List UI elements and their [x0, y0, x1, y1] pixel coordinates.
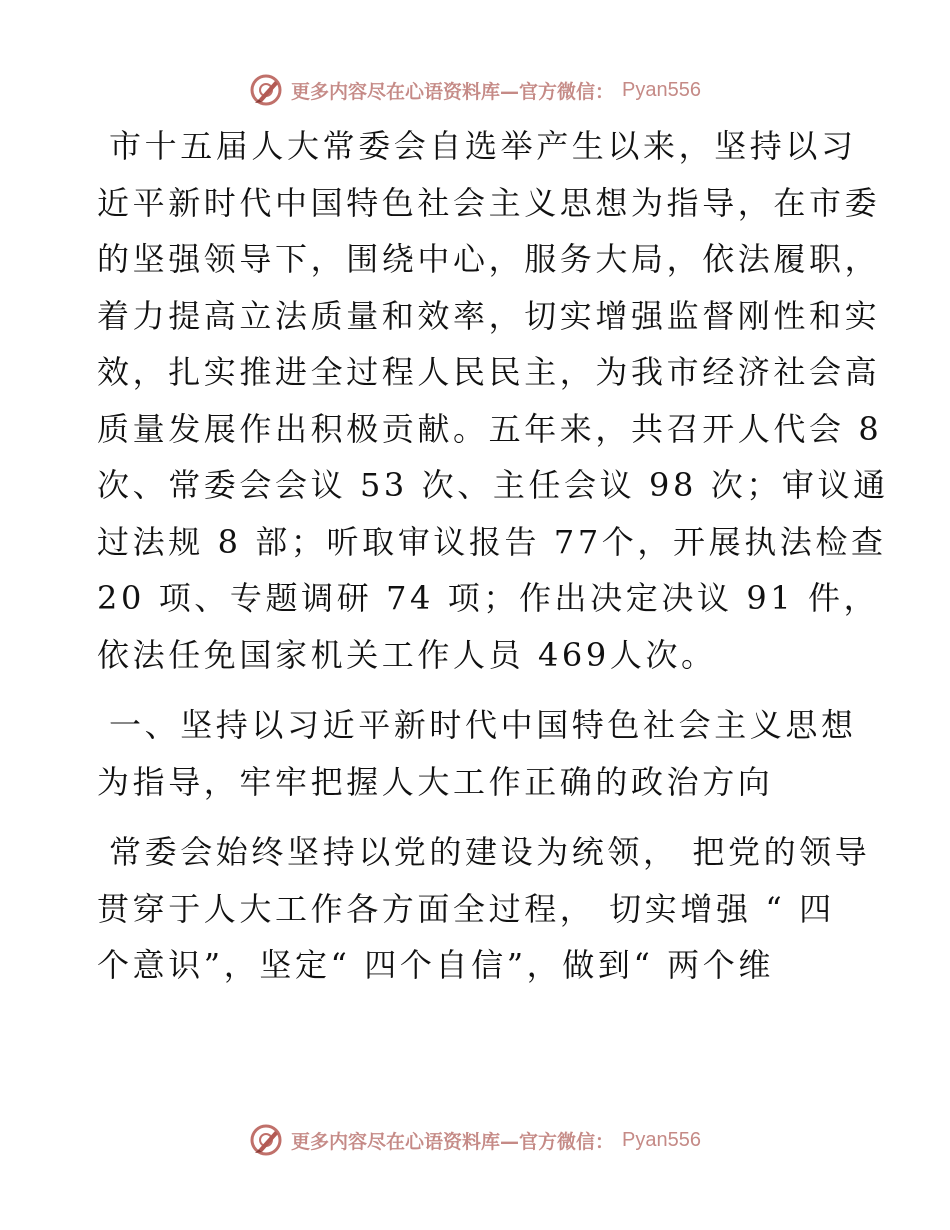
watermark-text: 更多内容尽在心语资料库—官方微信： [291, 1130, 615, 1153]
document-body [97, 118, 889, 994]
section-heading [97, 697, 857, 810]
text-line: 常委会始终坚持以党的建设为统领， 把党的领导 [109, 833, 871, 871]
text-line: 质量发展作出积极贡献。五年来，共召开人代会 8 [97, 409, 883, 448]
pen-logo-icon [249, 1123, 283, 1157]
text-line: 个意识”，坚定“ 四个自信”，做到“ 两个维 [97, 946, 774, 984]
text-line: 近平新时代中国特色社会主义思想为指导，在市委 [97, 183, 881, 222]
paragraph [97, 118, 889, 683]
text-line: 依法任免国家机关工作人员 469人次。 [97, 635, 717, 674]
heading-line: 为指导，牢牢把握人大工作正确的政治方向 [97, 762, 774, 801]
text-line: 过法规 8 部；听取审议报告 77个，开展执法检查 [97, 522, 887, 561]
paragraph [97, 824, 871, 994]
pen-logo-icon [249, 73, 283, 107]
watermark-id: Pyan556 [622, 1128, 701, 1151]
text-line: 效，扎实推进全过程人民民主，为我市经济社会高 [97, 353, 881, 391]
text-line: 次、常委会会议 53 次、主任会议 98 次；审议通 [97, 466, 889, 504]
text-line: 20 项、专题调研 74 项；作出决定决议 91 件， [97, 579, 880, 617]
footer-watermark [0, 1120, 950, 1160]
text-line: 贯穿于人大工作各方面全过程， 切实增强 “ 四 [97, 889, 835, 928]
text-line: 着力提高立法质量和效率，切实增强监督刚性和实 [97, 296, 881, 335]
text-line: 市十五届人大常委会自选举产生以来，坚持以习 [109, 127, 857, 165]
watermark-text: 更多内容尽在心语资料库—官方微信： [291, 80, 615, 103]
header-watermark [0, 70, 950, 110]
watermark-id: Pyan556 [622, 78, 701, 101]
text-line: 的坚强领导下，围绕中心，服务大局，依法履职， [97, 240, 881, 278]
heading-line: 一、坚持以习近平新时代中国特色社会主义思想 [109, 706, 857, 744]
